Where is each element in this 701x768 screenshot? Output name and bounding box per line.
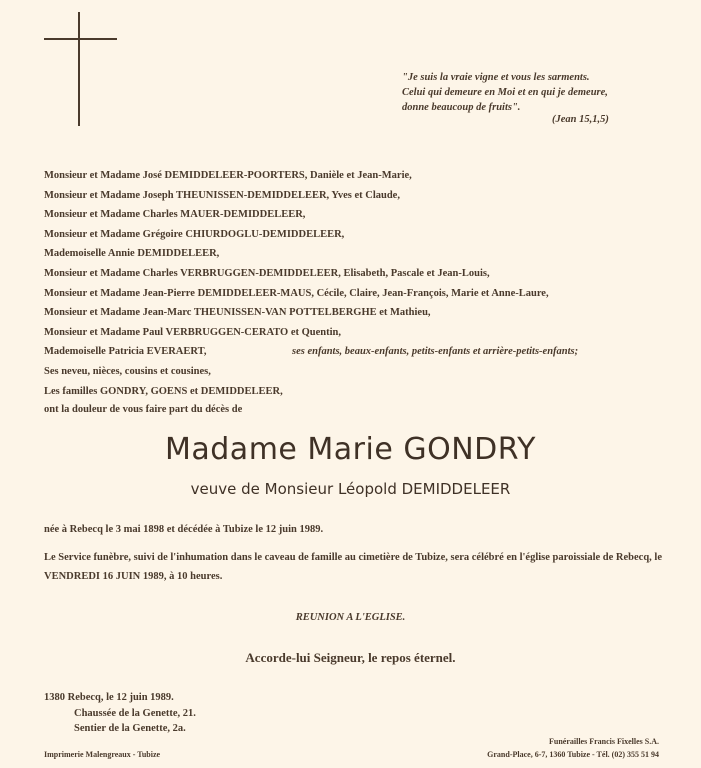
- family-relation-note: ses enfants, beaux-enfants, petits-enfants et arrière-petits-enfants;: [292, 346, 579, 358]
- cross-icon-horizontal: [44, 38, 117, 40]
- cross-icon-vertical: [78, 12, 80, 126]
- funeral-home: [487, 735, 659, 761]
- address-line: Sentier de la Genette, 2a.: [74, 723, 186, 734]
- family-line-with-tail: [44, 342, 579, 362]
- family-line: Monsieur et Madame Jean-Pierre DEMIDDELEER-MAUS, Cécile, Claire, Jean-François, Marie et Anne-Laure,: [44, 287, 549, 299]
- quote-line: donne beaucoup de fruits".: [402, 102, 521, 113]
- quote-reference: (Jean 15,1,5): [552, 114, 609, 125]
- funeral-home-name: Funérailles Francis Fixelles S.A.: [549, 737, 659, 746]
- quote-line: Celui qui demeure en Moi et en qui je demeure,: [402, 87, 608, 98]
- address-line: Chaussée de la Genette, 21.: [74, 707, 196, 719]
- family-line: Monsieur et Madame Grégoire CHIURDOGLU-DEMIDDELEER,: [44, 228, 345, 240]
- quote-line: "Je suis la vraie vigne et vous les sarments.: [402, 72, 590, 83]
- widow-of: veuve de Monsieur Léopold DEMIDDELEER: [190, 480, 511, 498]
- prayer: Accorde-lui Seigneur, le repos éternel.: [245, 650, 456, 665]
- family-line: Les familles GONDRY, GOENS et DEMIDDELEER,: [44, 385, 283, 397]
- printer-credit: Imprimerie Malengreaux - Tubize: [44, 750, 161, 759]
- family-line: Ses neveu, nièces, cousins et cousines,: [44, 365, 211, 377]
- birth-death-dates: née à Rebecq le 3 mai 1898 et décédée à Tubize le 12 juin 1989.: [44, 524, 324, 535]
- funeral-home-address: Grand-Place, 6-7, 1360 Tubize - Tél. (02) 355 51 94: [487, 750, 659, 759]
- family-line: Monsieur et Madame Paul VERBRUGGEN-CERATO et Quentin,: [44, 326, 342, 338]
- family-line: Monsieur et Madame Joseph THEUNISSEN-DEMIDDELEER, Yves et Claude,: [44, 189, 400, 201]
- family-line: Monsieur et Madame José DEMIDDELEER-POORTERS, Danièle et Jean-Marie,: [44, 170, 412, 181]
- announcement: ont la douleur de vous faire part du décès de: [44, 404, 243, 415]
- bible-quote: [402, 70, 608, 115]
- family-line: Mademoiselle Patricia EVERAERT,: [44, 346, 207, 358]
- family-list: [44, 166, 579, 401]
- place-date-block: [44, 690, 196, 737]
- deceased-name: Madame Marie GONDRY: [165, 432, 536, 467]
- reunion-note: REUNION A L'EGLISE.: [295, 612, 406, 623]
- place-date: 1380 Rebecq, le 12 juin 1989.: [44, 692, 174, 703]
- funeral-service: Le Service funèbre, suivi de l'inhumation dans le caveau de famille au cimetière de Tubize, sera célébré en l'église paroissiale de Rebecq, le VENDREDI 16 JUIN 1989, à 10 heures.: [44, 552, 662, 582]
- family-line: Monsieur et Madame Charles VERBRUGGEN-DEMIDDELEER, Elisabeth, Pascale et Jean-Louis,: [44, 267, 490, 279]
- family-line: Mademoiselle Annie DEMIDDELEER,: [44, 248, 220, 260]
- family-line: Monsieur et Madame Charles MAUER-DEMIDDELEER,: [44, 209, 306, 221]
- family-line: Monsieur et Madame Jean-Marc THEUNISSEN-VAN POTTELBERGHE et Mathieu,: [44, 307, 431, 319]
